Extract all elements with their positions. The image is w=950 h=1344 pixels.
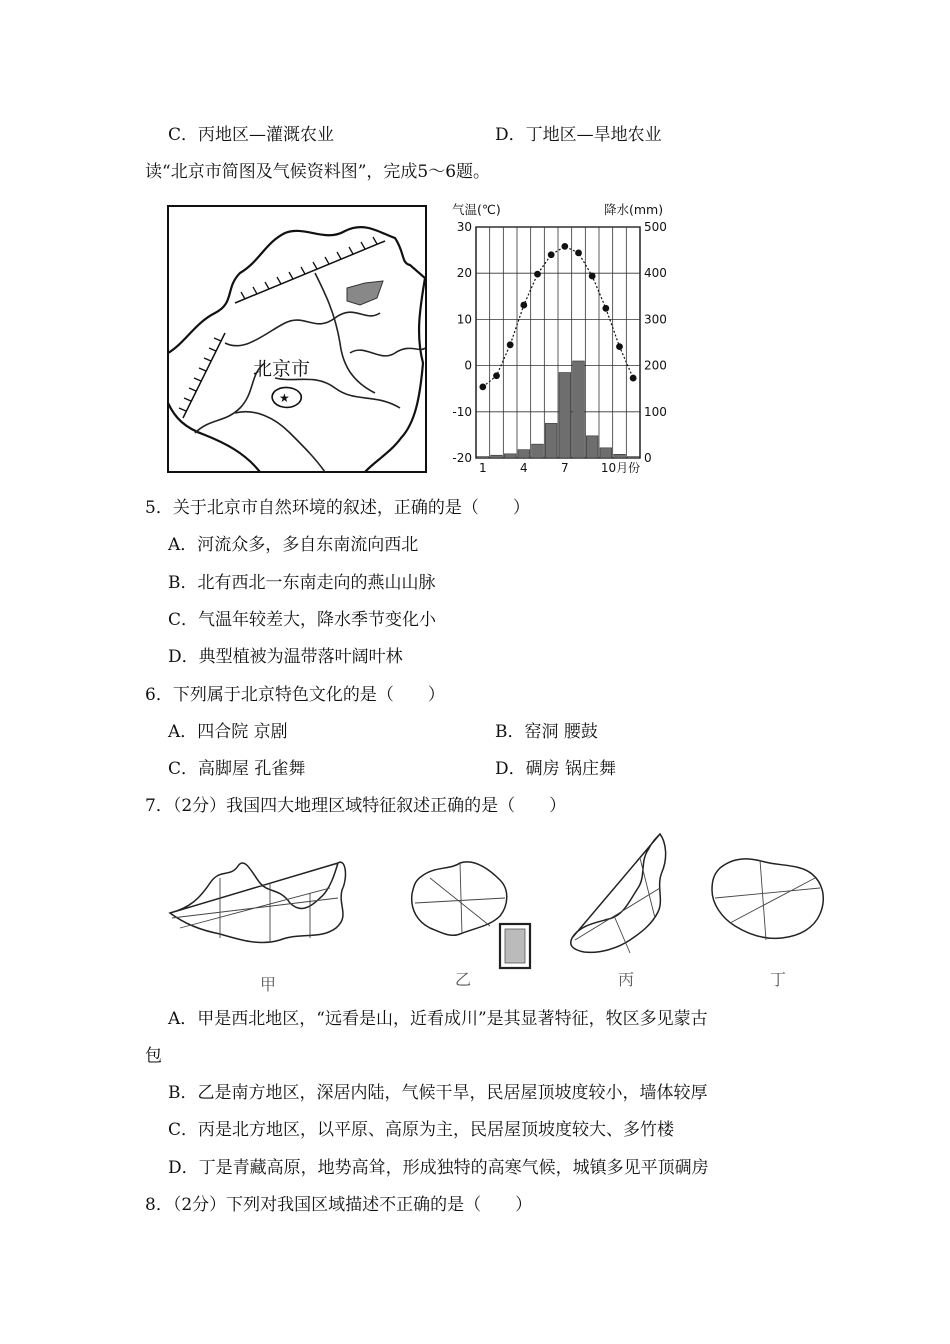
q6-option-d: D．碉房 锅庄舞: [495, 759, 617, 779]
x-tick-label: 10月份: [600, 461, 641, 475]
temperature-point: [479, 383, 486, 390]
region-label-bing: 丙: [618, 970, 635, 989]
region-map-bing: [571, 834, 666, 953]
q7-option-b: B．乙是南方地区，深居内陆，气候干旱，民居屋顶坡度较小，墙体较厚: [168, 1083, 708, 1103]
precip-bar: [627, 457, 639, 458]
x-tick-label: 4: [520, 461, 528, 475]
temperature-point: [507, 341, 514, 348]
q7-option-a-line1: A．甲是西北地区，“远看是山，近看成川”是其显著特征，牧区多见蒙古: [168, 1009, 708, 1029]
precip-bar: [545, 423, 557, 458]
region-label-yi: 乙: [455, 970, 472, 989]
right-tick-label: 100: [644, 404, 667, 419]
precip-bar: [586, 436, 598, 458]
left-tick-label: 30: [456, 220, 472, 234]
capital-star-icon: ★: [279, 391, 290, 405]
left-tick-label: 10: [456, 312, 472, 327]
q5-option-d: D．典型植被为温带落叶阔叶林: [168, 647, 403, 667]
region-maps-figure: [160, 828, 850, 993]
climate-chart: [448, 200, 688, 482]
q5-option-a: A．河流众多，多自东南流向西北: [168, 535, 419, 555]
map-frame: [168, 206, 426, 472]
q7-stem: 7．（2分）我国四大地理区域特征叙述正确的是（ ）: [145, 796, 567, 816]
temperature-point: [561, 243, 568, 250]
precip-bar: [491, 455, 503, 458]
temperature-point: [602, 305, 609, 312]
city-label: 北京市: [253, 358, 311, 380]
left-tick-label: -20: [452, 451, 472, 465]
temperature-point: [589, 273, 596, 280]
q7-option-a-line2: 包: [145, 1046, 162, 1066]
q6-option-a: A．四合院 京剧: [168, 722, 288, 742]
x-tick-label: 7: [561, 461, 569, 475]
x-tick-label: 1: [479, 461, 487, 475]
reading-intro: 读“北京市简图及气候资料图”，完成5～6题。: [145, 162, 491, 182]
region-label-jia: 甲: [260, 975, 277, 993]
temperature-point: [493, 372, 500, 379]
region-map-yi: [412, 862, 530, 968]
q6-option-b: B．窑洞 腰鼓: [495, 722, 598, 742]
right-tick-label: 500: [644, 220, 667, 234]
right-tick-label: 0: [644, 451, 652, 465]
q4-option-d: D．丁地区—旱地农业: [495, 125, 662, 145]
temperature-point: [630, 375, 637, 382]
q7-option-d: D．丁是青藏高原，地势高耸，形成独特的高寒气候，城镇多见平顶碉房: [168, 1158, 709, 1178]
left-tick-label: -10: [452, 404, 472, 419]
q7-option-c: C．丙是北方地区，以平原、高原为主，民居屋顶坡度较大、多竹楼: [168, 1120, 675, 1140]
right-tick-label: 400: [644, 266, 667, 281]
precip-bar: [614, 454, 626, 458]
precip-bar: [532, 444, 544, 458]
precip-bar: [518, 450, 530, 458]
region-label-ding: 丁: [770, 970, 787, 989]
left-axis-title: 气温(℃): [452, 202, 501, 217]
q5-option-b: B．北有西北一东南走向的燕山山脉: [168, 573, 436, 593]
precip-bar: [504, 454, 516, 458]
q6-stem: 6．下列属于北京特色文化的是（ ）: [145, 685, 445, 705]
precip-bar: [573, 361, 585, 458]
beijing-map: [165, 203, 429, 475]
region-map-ding: [712, 859, 823, 940]
right-tick-label: 300: [644, 312, 667, 327]
q5-option-c: C．气温年较差大，降水季节变化小: [168, 610, 437, 630]
temperature-point: [548, 251, 555, 258]
precip-bar: [600, 448, 612, 458]
region-maps: [160, 828, 850, 993]
region-map-jia: [170, 862, 345, 943]
q8-stem: 8．（2分）下列对我国区域描述不正确的是（ ）: [145, 1195, 533, 1215]
q6-option-c: C．高脚屋 孔雀舞: [168, 759, 306, 779]
temperature-point: [575, 249, 582, 256]
temperature-point: [520, 302, 527, 309]
right-tick-label: 200: [644, 358, 667, 373]
beijing-map-figure: [165, 203, 429, 475]
right-axis-title: 降水(mm): [604, 202, 664, 217]
precip-bar: [559, 373, 571, 458]
precip-bar: [477, 457, 489, 458]
climate-chart-figure: [448, 200, 688, 482]
q5-stem: 5．关于北京市自然环境的叙述，正确的是（ ）: [145, 498, 530, 518]
temperature-point: [616, 343, 623, 350]
left-tick-label: 0: [464, 358, 472, 373]
temperature-point: [534, 271, 541, 278]
q4-option-c: C．丙地区—灌溉农业: [168, 125, 335, 145]
left-tick-label: 20: [456, 266, 472, 281]
